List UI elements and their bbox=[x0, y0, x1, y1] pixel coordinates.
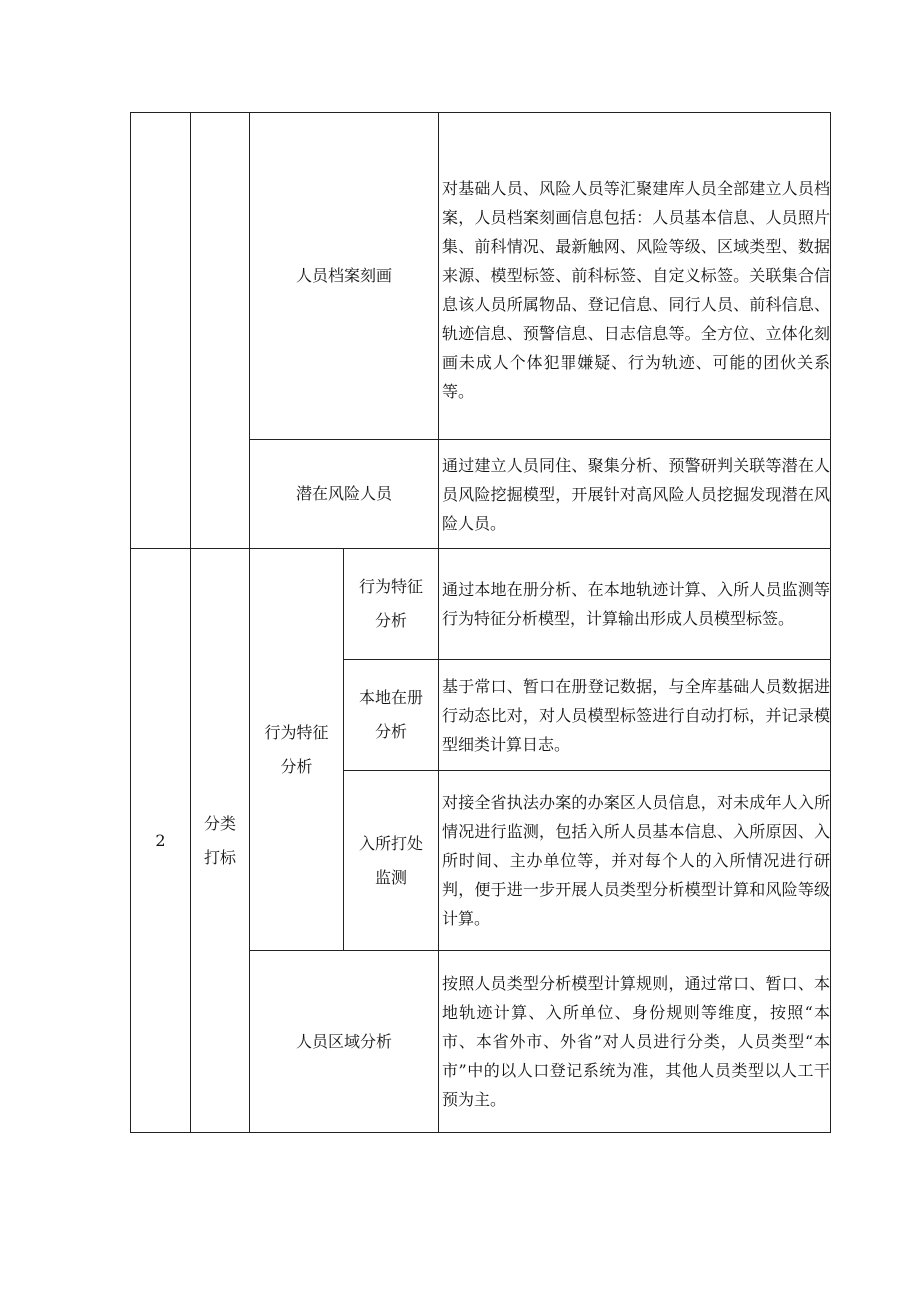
sub-label-detention-monitor: 入所打处监测 bbox=[344, 771, 439, 951]
sub-description-local-register bbox=[439, 660, 831, 771]
data-table bbox=[130, 112, 831, 1133]
description-text: 按照人员类型分析模型计算规则，通过常口、暂口、本地轨迹计算、入所单位、身份规则等维度，按照“本市、本省外市、外省”对人员进行分类，人员类型“本市”中的以人口登记系统为准，其他人员类型以人工干预为主。 bbox=[442, 974, 831, 1109]
section-category: 分类打标 bbox=[203, 813, 236, 867]
group-label: 行为特征分析 bbox=[264, 722, 329, 776]
description-text: 对基础人员、风险人员等汇聚建库人员全部建立人员档案，人员档案刻画信息包括：人员基本信息、人员照片集、前科情况、最新触网、风险等级、区域类型、数据来源、模型标签、前科标签、自定义标签。关联集合信息该人员所属物品、登记信息、同行人员、前科信息、轨迹信息、预警信息、日志信息等。全方位、立体化刻画未成人个体犯罪嫌疑、行为轨迹、可能的团伙关系等。 bbox=[442, 179, 831, 401]
index-cell-empty bbox=[131, 113, 191, 549]
sub-label-local-register: 本地在册分析 bbox=[344, 660, 439, 771]
description-text: 基于常口、暂口在册登记数据，与全库基础人员数据进行动态比对，对人员模型标签进行自动打标，并记录模型细类计算日志。 bbox=[442, 676, 831, 754]
sub-description-behavior bbox=[439, 549, 831, 660]
description-text: 通过建立人员同住、聚集分析、预警研判关联等潜在人员风险挖掘模型，开展针对高风险人员挖掘发现潜在风险人员。 bbox=[442, 455, 831, 533]
sub-label-behavior: 行为特征分析 bbox=[344, 549, 439, 660]
row-label-potential-risk: 潜在风险人员 bbox=[250, 440, 439, 549]
row-description-region bbox=[439, 951, 831, 1133]
section-number-cell bbox=[131, 549, 191, 1133]
sub-description-detention-monitor bbox=[439, 771, 831, 951]
category-cell-empty bbox=[191, 113, 250, 549]
table-row bbox=[131, 549, 831, 660]
row-label-profile: 人员档案刻画 bbox=[250, 113, 439, 440]
section-category-cell bbox=[191, 549, 250, 1133]
row-description-profile bbox=[439, 113, 831, 440]
row-label-region: 人员区域分析 bbox=[250, 951, 439, 1133]
description-text: 通过本地在册分析、在本地轨迹计算、入所人员监测等行为特征分析模型，计算输出形成人员模型标签。 bbox=[442, 580, 831, 628]
description-text: 对接全省执法办案的办案区人员信息，对未成年人入所情况进行监测，包括入所人员基本信息、入所原因、入所时间、主办单位等，并对每个人的入所情况进行研判，便于进一步开展人员类型分析模型计算和风险等级计算。 bbox=[442, 793, 831, 928]
section-number: 2 bbox=[155, 831, 166, 850]
table-row bbox=[131, 113, 831, 440]
group-label-cell bbox=[250, 549, 344, 951]
row-description-potential-risk bbox=[439, 440, 831, 549]
